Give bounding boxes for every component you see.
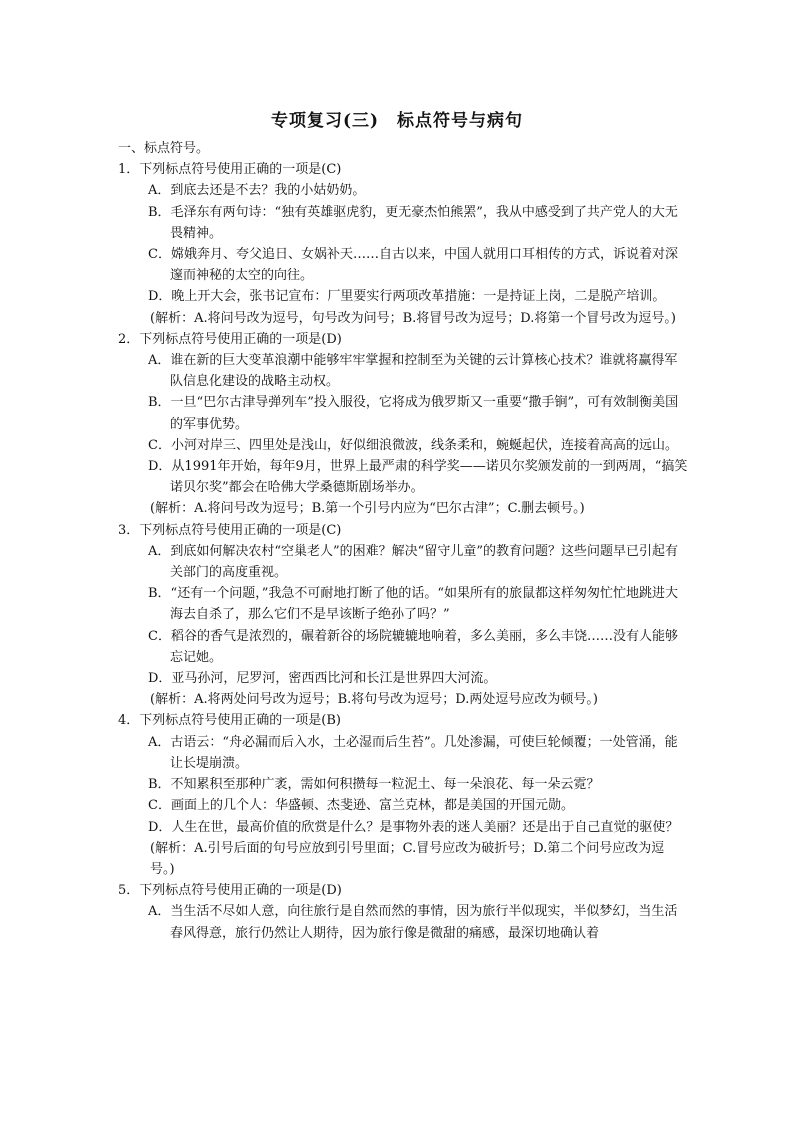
question-5: [118, 880, 688, 944]
option-d: D．亚马孙河，尼罗河，密西西比河和长江是世界四大河流。: [148, 671, 497, 687]
option-c: C．嫦娥奔月、夸父追日、女娲补天……自古以来，中国人就用口耳相传的方式，诉说着对深邃而神秘的太空的向往。: [148, 247, 678, 284]
answer-analysis: (解析：A.将两处问号改为逗号；B.将句号改为逗号；D.两处逗号应改为顿号。): [150, 692, 598, 708]
option-d: D．从1991年开始，每年9月，世界上最严肃的科学奖——诺贝尔奖颁发前的一到两周，“搞笑诺贝尔奖”都会在哈佛大学桑德斯剧场举办。: [148, 459, 688, 496]
content-body: [118, 138, 688, 944]
option-b: B．“还有一个问题，”我急不可耐地打断了他的话。“如果所有的旅鼠都这样匆匆忙忙地跳进大海去自杀了，那么它们不是早该断子绝孙了吗？”: [148, 586, 678, 623]
question-stem: 2．下列标点符号使用正确的一项是(D): [118, 331, 342, 347]
option-a: A．当生活不尽如人意，向往旅行是自然而然的事情，因为旅行半似现实，半似梦幻，当生活春风得意，旅行仍然让人期待，因为旅行像是微甜的痛感，最深切地确认着: [148, 904, 678, 941]
option-b: B．一旦“巴尔古津导弹列车”投入服役，它将成为俄罗斯又一重要“撒手锏”，可有效制衡美国的军事优势。: [148, 395, 679, 432]
option-b: B．不知累积至那种广袤，需如何积攒每一粒泥土、每一朵浪花、每一朵云霓？: [148, 777, 600, 793]
option-a: A．到底去还是不去？我的小姑奶奶。: [148, 183, 366, 199]
question-2: [118, 329, 688, 520]
question-stem: 1．下列标点符号使用正确的一项是(C): [118, 162, 342, 178]
option-b: B．毛泽东有两句诗：“独有英雄驱虎豹，更无豪杰怕熊罴”，我从中感受到了共产党人的大无畏精神。: [148, 204, 678, 241]
option-a: A．到底如何解决农村“空巢老人”的困难？解决“留守儿童”的教育问题？这些问题早已引起有关部门的高度重视。: [148, 543, 678, 581]
option-d: D．晚上开大会，张书记宣布：厂里要实行两项改革措施：一是持证上岗，二是脱产培训。: [148, 289, 666, 305]
section-heading: 一、标点符号。: [118, 141, 210, 156]
option-d: D．人生在世，最高价值的欣赏是什么？是事物外表的迷人美丽？还是出于自己直觉的驱使？: [148, 819, 679, 835]
option-a: A．古语云：“舟必漏而后入水，土必湿而后生苔”。几处渗漏，可使巨轮倾覆；一处管涌，能让长堤崩溃。: [148, 734, 678, 771]
option-c: C．画面上的几个人：华盛顿、杰斐逊、富兰克林，都是美国的开国元勋。: [148, 798, 574, 814]
page-title: 专项复习(三) 标点符号与病句: [270, 111, 524, 131]
question-1: [118, 159, 688, 329]
answer-analysis: (解析：A.将问号改为逗号，句号改为问号；B.将冒号改为逗号；D.将第一个冒号改为逗号。): [150, 310, 676, 326]
question-stem: 3．下列标点符号使用正确的一项是(C): [118, 522, 342, 538]
question-3: [118, 520, 688, 711]
question-stem: 5．下列标点符号使用正确的一项是(D): [118, 883, 342, 899]
question-stem: 4．下列标点符号使用正确的一项是(B): [118, 713, 341, 729]
answer-analysis: (解析：A.将问号改为逗号；B.第一个引号内应为“巴尔古津”；C.删去顿号。): [150, 501, 585, 517]
option-c: C．小河对岸三、四里处是浅山，好似细浪微波，线条柔和，蜿蜒起伏，连接着高高的远山。: [148, 437, 678, 453]
answer-analysis: (解析：A.引号后面的句号应放到引号里面；C.冒号应改为破折号；D.第二个问号应改为逗号。): [150, 840, 665, 877]
question-4: [118, 710, 688, 880]
option-a: A．谁在新的巨大变革浪潮中能够牢牢掌握和控制至为关键的云计算核心技术？谁就将赢得军队信息化建设的战略主动权。: [148, 353, 678, 390]
option-c: C．稻谷的香气是浓烈的，碾着新谷的场院辘辘地响着，多么美丽，多么丰饶……没有人能够忘记她。: [148, 628, 678, 665]
